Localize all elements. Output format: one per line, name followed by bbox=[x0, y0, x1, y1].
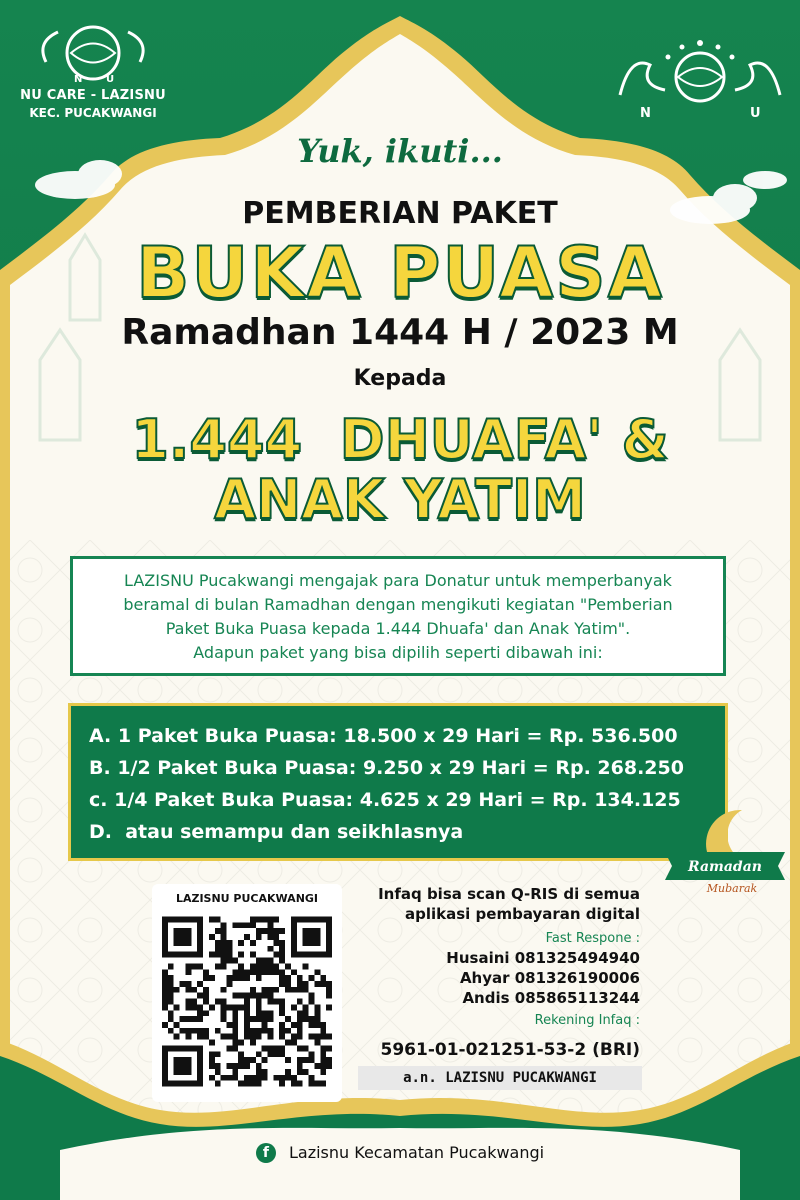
title-pemberian: PEMBERIAN PAKET bbox=[242, 196, 558, 231]
qr-code[interactable] bbox=[162, 914, 332, 1089]
svg-text:N: N bbox=[640, 106, 651, 121]
contact-phone-andis: Andis 085865113244 bbox=[462, 989, 640, 1007]
svg-text:U: U bbox=[106, 74, 115, 84]
nu-emblem-icon bbox=[610, 35, 790, 125]
qris-title: LAZISNU PUCAKWANGI bbox=[175, 892, 319, 905]
title-buka-puasa: BUKA PUASA bbox=[136, 232, 664, 314]
package-list bbox=[68, 703, 728, 861]
qris-panel bbox=[152, 884, 342, 1102]
footer bbox=[0, 1142, 800, 1163]
infaq-info bbox=[350, 884, 640, 1030]
title-year: Ramadhan 1444 H / 2023 M bbox=[121, 312, 679, 353]
recipient-line-2: ANAK YATIM bbox=[214, 468, 586, 531]
invite-text: Yuk, ikuti... bbox=[297, 132, 503, 170]
ramadan-mubarak-badge bbox=[660, 800, 790, 900]
intro-line: Adapun paket yang bisa dipilih seperti dibawah ini: bbox=[193, 643, 603, 662]
label-kepada: Kepada bbox=[353, 366, 447, 391]
rekening-label: Rekening Infaq : bbox=[534, 1013, 640, 1028]
recipient-line-1: 1.444 DHUAFA' & bbox=[131, 408, 669, 471]
svg-text:U: U bbox=[750, 106, 761, 121]
nu-care-emblem-icon bbox=[26, 22, 160, 84]
intro-line: beramal di bulan Ramadhan dengan mengikuti kegiatan "Pemberian bbox=[123, 595, 673, 614]
facebook-icon: f bbox=[256, 1143, 276, 1163]
package-item-b: B. 1/2 Paket Buka Puasa: 9.250 x 29 Hari = Rp. 268.250 bbox=[89, 757, 684, 779]
badge-line-2: Mubarak bbox=[706, 882, 758, 895]
package-item-c: c. 1/4 Paket Buka Puasa: 4.625 x 29 Hari = Rp. 134.125 bbox=[89, 789, 681, 811]
package-item-a: A. 1 Paket Buka Puasa: 18.500 x 29 Hari = Rp. 536.500 bbox=[89, 725, 678, 747]
package-item-d: D. atau semampu dan seikhlasnya bbox=[89, 821, 464, 843]
fast-response-label: Fast Respone : bbox=[545, 931, 640, 946]
contact-phone-husaini: Husaini 081325494940 bbox=[446, 949, 640, 967]
nu-care-subtitle: KEC. PUCAKWANGI bbox=[29, 106, 157, 120]
intro-line: LAZISNU Pucakwangi mengajak para Donatur untuk memperbanyak bbox=[124, 571, 672, 590]
bank-account-number: 5961-01-021251-53-2 (BRI) bbox=[380, 1040, 640, 1060]
contact-phone-ahyar: Ahyar 081326190006 bbox=[459, 969, 640, 987]
facebook-page-name: Lazisnu Kecamatan Pucakwangi bbox=[288, 1143, 545, 1162]
bank-account-name: a.n. LAZISNU PUCAKWANGI bbox=[358, 1066, 642, 1090]
infaq-line-1: Infaq bisa scan Q-RIS di semua bbox=[378, 885, 640, 903]
intro-box bbox=[70, 556, 726, 676]
recipient-title bbox=[0, 410, 800, 530]
svg-text:N: N bbox=[74, 74, 83, 84]
nu-care-logo bbox=[18, 22, 168, 122]
nu-care-title: NU CARE - LAZISNU bbox=[20, 88, 166, 103]
infaq-line-2: aplikasi pembayaran digital bbox=[405, 905, 640, 923]
badge-line-1: Ramadan bbox=[688, 859, 762, 875]
intro-line: Paket Buka Puasa kepada 1.444 Dhuafa' dan Anak Yatim". bbox=[165, 619, 631, 638]
